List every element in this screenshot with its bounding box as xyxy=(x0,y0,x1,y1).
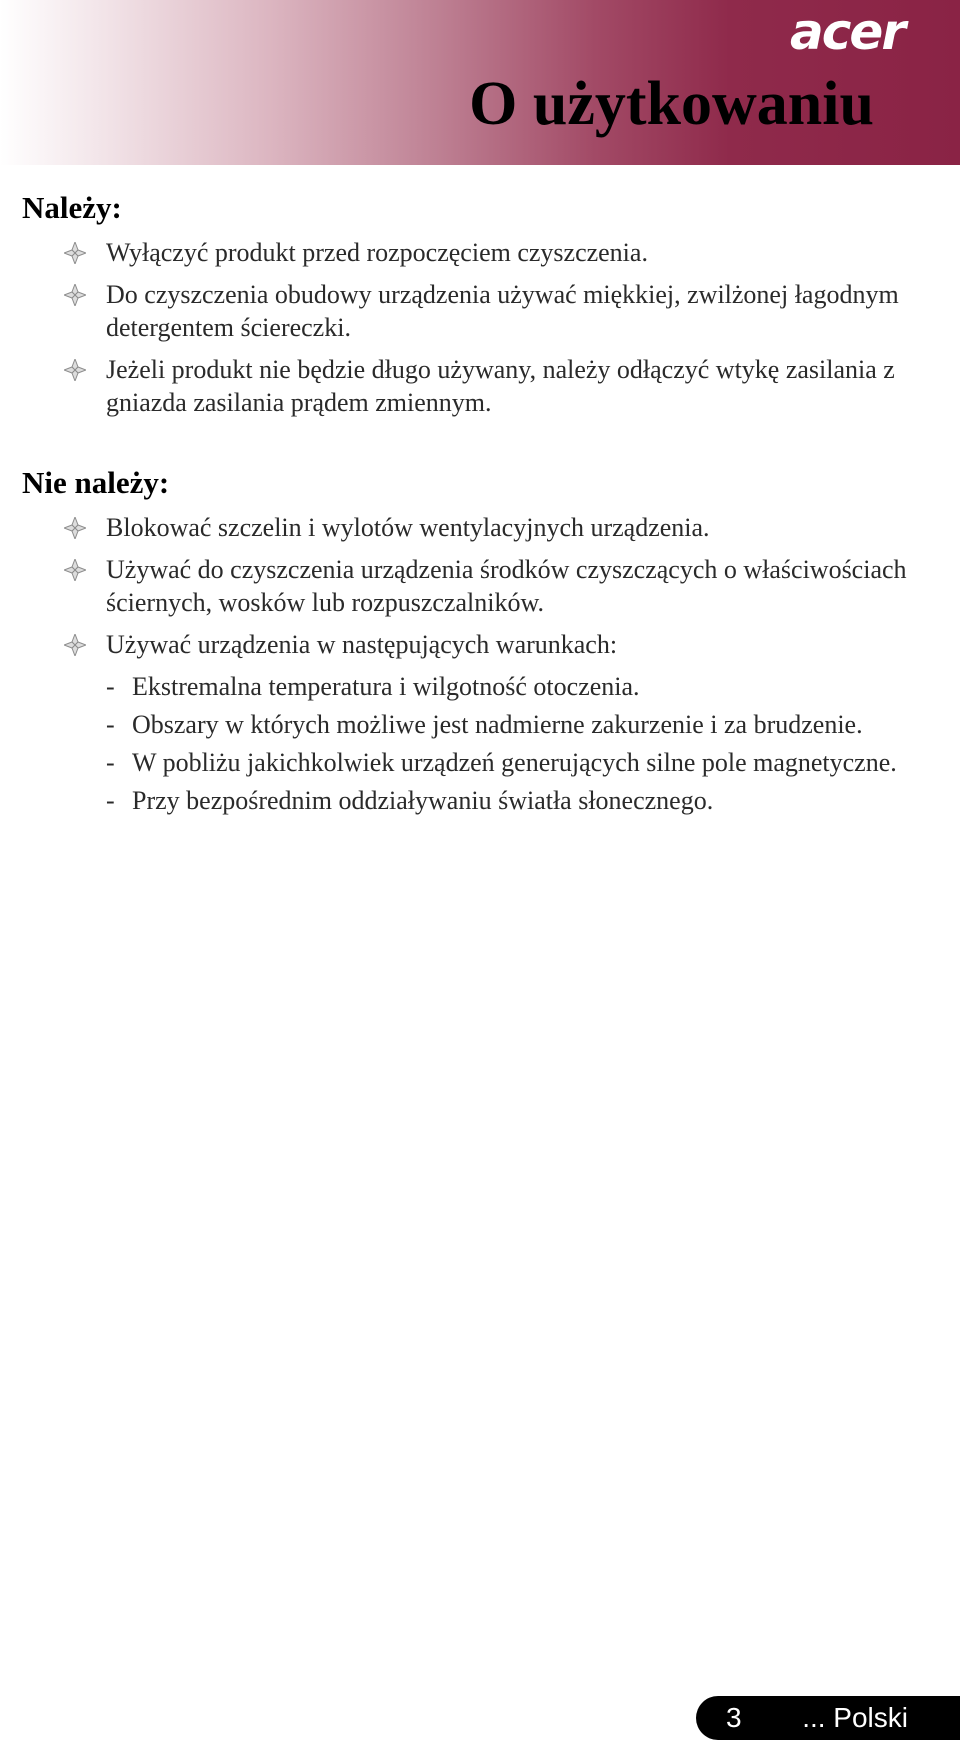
list-item xyxy=(22,628,922,661)
acer-logo: acer xyxy=(790,3,904,61)
page-header xyxy=(0,0,960,165)
sub-list-item xyxy=(22,746,922,779)
section-do xyxy=(22,188,922,419)
sub-list-item-text: W pobliżu jakichkolwiek urządzeń generujących silne pole magnetyczne. xyxy=(132,748,897,777)
list-item-text: Do czyszczenia obudowy urządzenia używać miękkiej, zwilżonej łagodnym detergentem ściereczki. xyxy=(106,280,899,342)
dash-marker: - xyxy=(106,710,115,739)
dash-marker: - xyxy=(106,748,115,777)
page-title: O użytkowaniu xyxy=(469,70,874,138)
page-number: 3 xyxy=(726,1702,742,1733)
section-dont xyxy=(22,463,922,817)
list-item xyxy=(22,511,922,544)
page-footer-tab xyxy=(696,1696,960,1740)
dash-marker: - xyxy=(106,672,115,701)
list-item xyxy=(22,278,922,344)
page-language: ... Polski xyxy=(802,1702,908,1733)
dont-list xyxy=(22,511,922,661)
conditions-sublist xyxy=(22,670,922,817)
sub-list-item xyxy=(22,670,922,703)
list-item xyxy=(22,553,922,619)
sub-list-item xyxy=(22,784,922,817)
list-item xyxy=(22,236,922,269)
sub-list-item-text: Przy bezpośrednim oddziaływaniu światła słonecznego. xyxy=(132,786,714,815)
bullet-icon xyxy=(64,634,86,656)
sub-list-item-text: Ekstremalna temperatura i wilgotność otoczenia. xyxy=(132,672,640,701)
bullet-icon xyxy=(64,559,86,581)
section-heading-do: Należy: xyxy=(22,190,122,225)
list-item-text: Blokować szczelin i wylotów wentylacyjnych urządzenia. xyxy=(106,513,710,542)
dash-marker: - xyxy=(106,786,115,815)
list-item-text: Jeżeli produkt nie będzie długo używany, należy odłączyć wtykę zasilania z gniazda zasilania prądem zmiennym. xyxy=(106,355,895,417)
list-item-text: Używać do czyszczenia urządzenia środków czyszczących o właściwościach ściernych, wosków lub rozpuszczalników. xyxy=(106,555,907,617)
sub-list-item-text: Obszary w których możliwe jest nadmierne zakurzenie i za brudzenie. xyxy=(132,710,863,739)
sub-list-item xyxy=(22,708,922,741)
bullet-icon xyxy=(64,242,86,264)
do-list xyxy=(22,236,922,419)
list-item xyxy=(22,353,922,419)
list-item-text: Używać urządzenia w następujących warunkach: xyxy=(106,630,618,659)
bullet-icon xyxy=(64,517,86,539)
section-heading-dont: Nie należy: xyxy=(22,465,170,500)
list-item-text: Wyłączyć produkt przed rozpoczęciem czyszczenia. xyxy=(106,238,648,267)
bullet-icon xyxy=(64,359,86,381)
document-content xyxy=(22,188,922,822)
bullet-icon xyxy=(64,284,86,306)
